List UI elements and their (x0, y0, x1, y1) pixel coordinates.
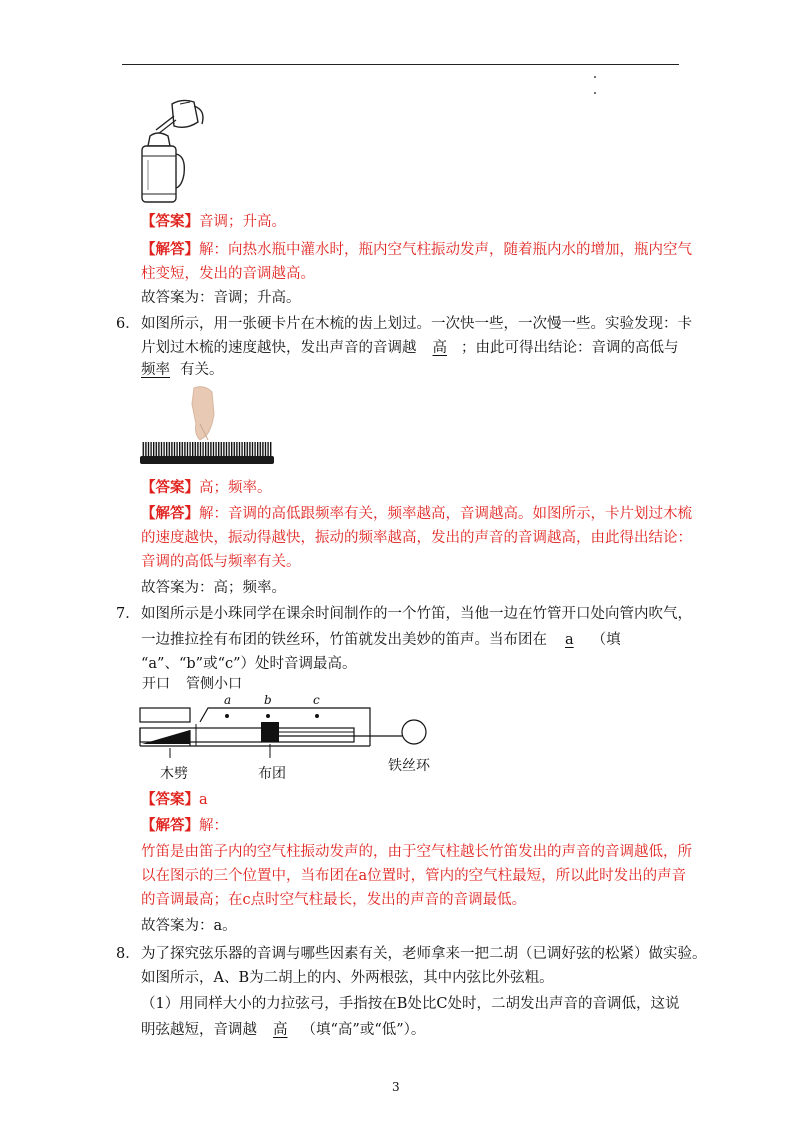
q7-text: 一边推拉拴有布团的铁丝环，竹笛就发出美妙的笛声。当布团在 (141, 632, 547, 648)
analysis-text: 解：向热水瓶中灌水时，瓶内空气柱振动发声，随着瓶内水的增加，瓶内空气 (199, 242, 692, 258)
answer-text: 音调；升高。 (199, 214, 286, 230)
label-wedge: 木劈 (160, 766, 188, 782)
q8-line3: （1）用同样大小的力拉弦弓，手指按在B处比C处时，二胡发出声音的音调低，这说 (141, 996, 680, 1012)
q5-analysis-line2: 柱变短，发出的音调越高。 (141, 266, 315, 282)
q6-text: 片划过木梳的速度越快，发出声音的音调越 (141, 340, 417, 356)
q7-line1: 如图所示是小珠同学在课余时间制作的一个竹笛，当他一边在竹管开口处向管内吹气， (141, 606, 692, 622)
analysis-text: 解：音调的高低跟频率有关，频率越高，音调越高。如图所示，卡片划过木梳 (199, 506, 692, 522)
q7-analysis (141, 816, 228, 836)
q6-line2 (141, 338, 679, 358)
q6-blank1: 高 (432, 340, 447, 356)
analysis-text: 解： (199, 818, 228, 834)
answer-tag: 【答案】 (141, 213, 199, 230)
analysis-tag: 【解答】 (141, 505, 199, 522)
q7-analysis-line3: 的音调最高；在c点时空气柱最长，发出的声音的音调最低。 (141, 892, 527, 908)
label-opening: 开口 (142, 676, 170, 692)
q8-line2: 如图所示，A、B为二胡上的内、外两根弦，其中内弦比外弦粗。 (141, 970, 554, 986)
header-dot (594, 76, 596, 78)
q8-line4 (141, 1020, 425, 1040)
label-side-hole: 管侧小口 (186, 676, 242, 692)
q8-text: （填“高”或“低”）。 (301, 1022, 426, 1038)
q7-text: （填 (591, 632, 621, 648)
q7-final-answer: 故答案为：a。 (141, 918, 237, 934)
q6-blank2: 频率 (141, 362, 170, 378)
answer-tag: 【答案】 (141, 791, 199, 808)
analysis-tag: 【解答】 (141, 817, 199, 834)
q6-analysis-line3: 音调的高低与频率有关。 (141, 554, 301, 570)
q8-text: 明弦越短，音调越 (141, 1022, 257, 1038)
q7-analysis-line1: 竹笛是由笛子内的空气柱振动发声的，由于空气柱越长竹笛发出的声音的音调越低，所 (141, 844, 692, 860)
q8-line1: 为了探究弦乐器的音调与哪些因素有关，老师拿来一把二胡（已调好弦的松紧）做实验。 (141, 946, 707, 962)
answer-tag: 【答案】 (141, 479, 199, 496)
q8-number: 8． (116, 946, 140, 962)
q6-answer (141, 478, 272, 498)
q6-text: 有关。 (180, 362, 224, 378)
header-dot (594, 92, 596, 94)
q6-line3 (141, 360, 224, 380)
answer-text: a (199, 792, 208, 808)
page-number: 3 (392, 1080, 400, 1094)
label-a: a (224, 693, 232, 707)
q7-line3: “a”、“b”或“c”）处时音调最高。 (141, 656, 357, 672)
bamboo-flute-figure (130, 672, 440, 788)
q7-line2 (141, 630, 621, 650)
q6-final-answer: 故答案为：高；频率。 (141, 580, 286, 596)
q7-answer (141, 790, 208, 810)
q8-blank: 高 (273, 1022, 288, 1038)
header-rule (122, 64, 679, 65)
q6-text: ；由此可得出结论：音调的高低与 (461, 340, 679, 356)
q7-number: 7． (116, 606, 140, 622)
answer-text: 高；频率。 (199, 480, 272, 496)
thermos-kettle-figure (132, 96, 212, 206)
label-b: b (264, 693, 272, 707)
q6-line1: 如图所示，用一张硬卡片在木梳的齿上划过。一次快一些，一次慢一些。实验发现：卡 (141, 316, 692, 332)
q6-number: 6． (116, 316, 140, 332)
q7-analysis-line2: 以在图示的三个位置中，当布团在a位置时，管内的空气柱最短，所以此时发出的声音 (141, 868, 687, 884)
label-ring: 铁丝环 (388, 758, 430, 774)
q6-analysis (141, 504, 692, 524)
q5-analysis (141, 240, 692, 260)
comb-card-figure (140, 384, 276, 466)
q5-answer (141, 212, 286, 232)
q7-blank: a (565, 632, 574, 648)
q6-analysis-line2: 的速度越快，振动得越快，振动的频率越高，发出的声音的音调越高，由此得出结论： (141, 530, 692, 546)
label-c: c (313, 693, 320, 707)
analysis-tag: 【解答】 (141, 241, 199, 258)
label-cloth: 布团 (258, 766, 286, 782)
q5-final-answer: 故答案为：音调；升高。 (141, 290, 301, 306)
